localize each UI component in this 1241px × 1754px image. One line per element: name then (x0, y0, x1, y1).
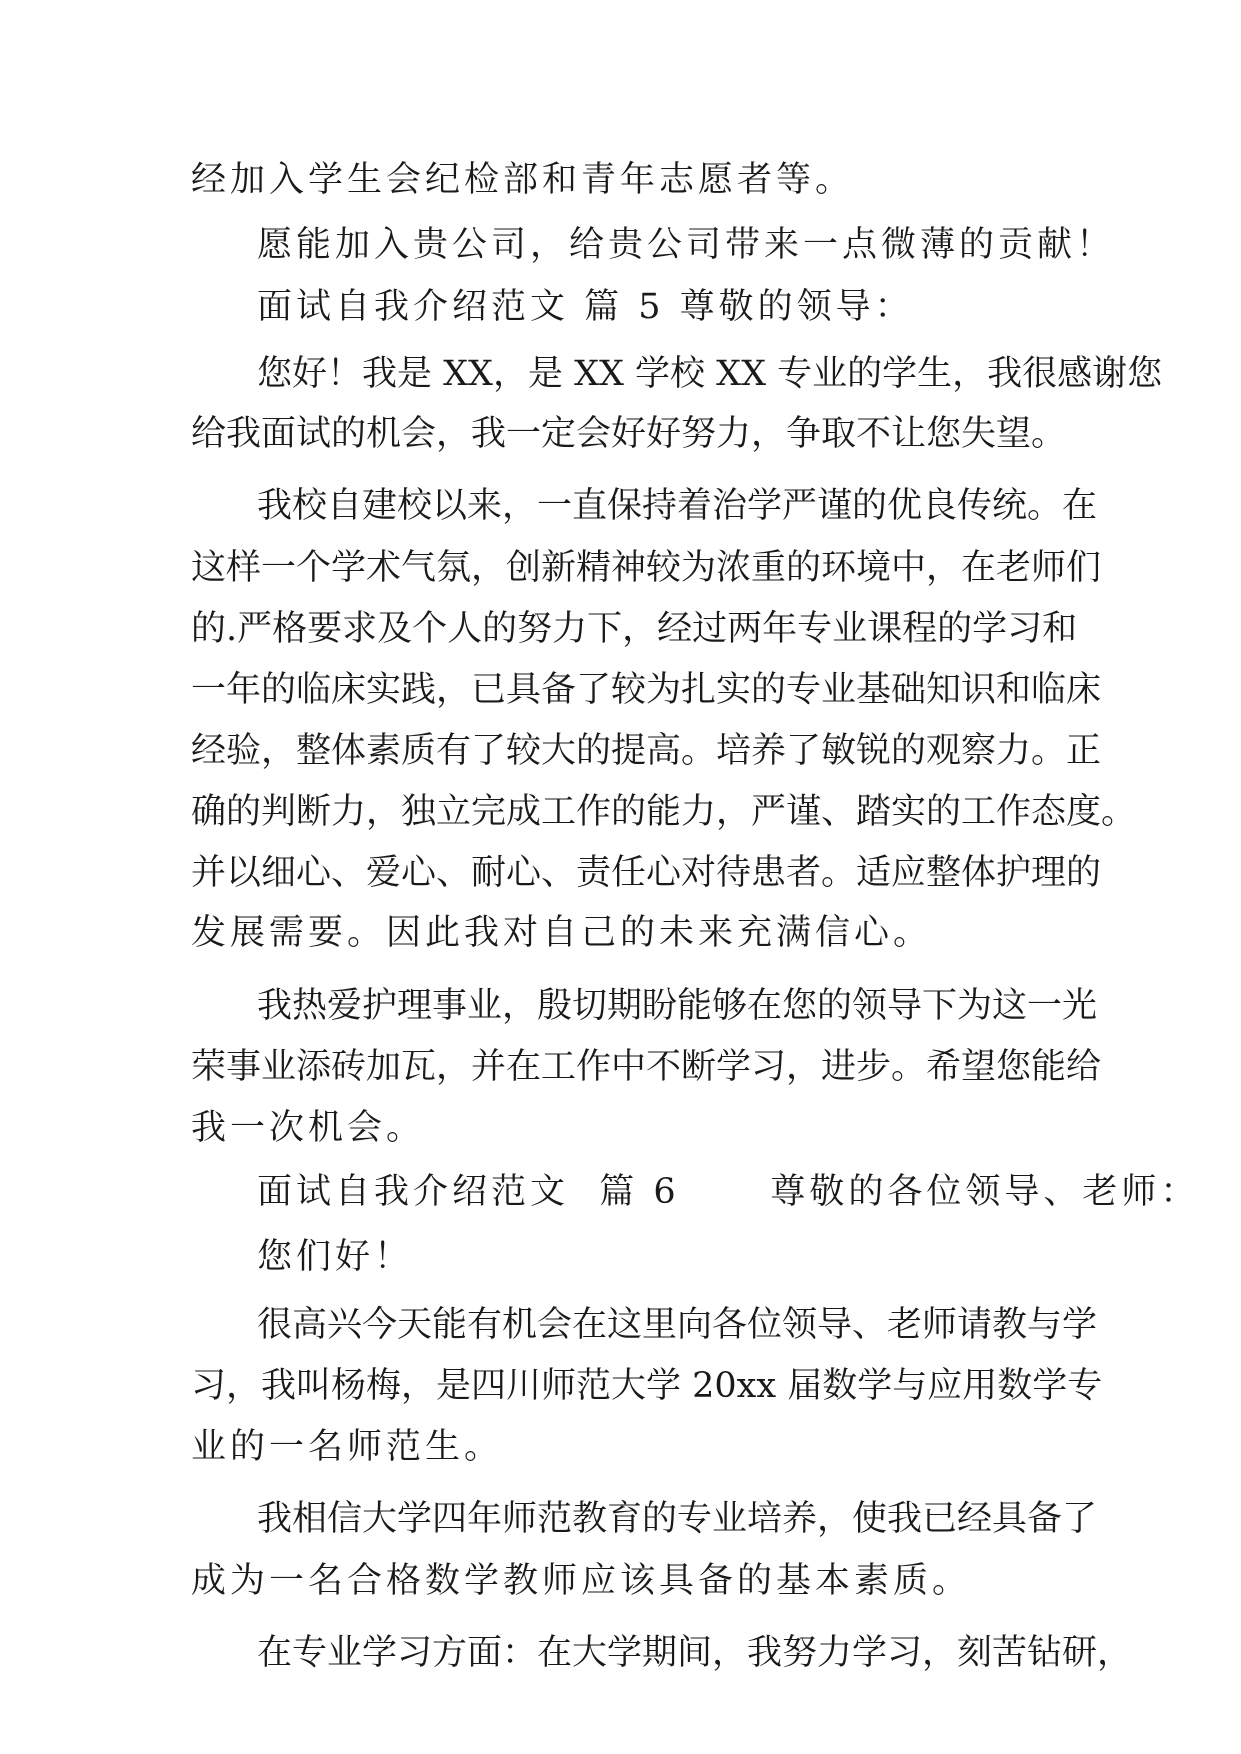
text-line: 我一次机会。 (191, 1108, 426, 1148)
text-line: 一年的临床实践，已具备了较为扎实的专业基础知识和临床 (191, 670, 1102, 710)
text-line: 成为一名合格数学教师应该具备的基本素质。 (191, 1561, 972, 1601)
text-line: 面试自我介绍范文 篇 5 尊敬的领导： (257, 287, 914, 327)
text-line: 在专业学习方面：在大学期间，我努力学习，刻苦钻研， (257, 1633, 1133, 1673)
text-line: 面试自我介绍范文 篇 6 尊敬的各位领导、老师： (257, 1172, 1200, 1212)
text-line: 给我面试的机会，我一定会好好努力，争取不让您失望。 (191, 414, 1067, 454)
text-line: 确的判断力，独立完成工作的能力，严谨、踏实的工作态度。 (191, 792, 1137, 832)
text-line: 愿能加入贵公司，给贵公司带来一点微薄的贡献！ (257, 225, 1116, 265)
text-line: 荣事业添砖加瓦，并在工作中不断学习，进步。希望您能给 (191, 1047, 1102, 1087)
text-line: 这样一个学术气氛，创新精神较为浓重的环境中，在老师们 (191, 548, 1102, 588)
text-line: 很高兴今天能有机会在这里向各位领导、老师请教与学 (257, 1305, 1098, 1345)
text-line: 的.严格要求及个人的努力下，经过两年专业课程的学习和 (191, 609, 1078, 649)
text-line: 我热爱护理事业，殷切期盼能够在您的领导下为这一光 (257, 986, 1098, 1026)
text-line: 并以细心、爱心、耐心、责任心对待患者。适应整体护理的 (191, 853, 1102, 893)
text-line: 业的一名师范生。 (191, 1427, 504, 1467)
text-line: 经加入学生会纪检部和青年志愿者等。 (191, 160, 855, 200)
text-line: 经验，整体素质有了较大的提高。培养了敏锐的观察力。正 (191, 731, 1102, 771)
text-line: 发展需要。因此我对自己的未来充满信心。 (191, 913, 933, 953)
text-line: 习，我叫杨梅，是四川师范大学 20xx 届数学与应用数学专 (191, 1366, 1103, 1406)
text-line: 我校自建校以来，一直保持着治学严谨的优良传统。在 (257, 486, 1098, 526)
text-line: 我相信大学四年师范教育的专业培养，使我已经具备了 (257, 1499, 1098, 1539)
text-line: 您好！我是 XX，是 XX 学校 XX 专业的学生，我很感谢您 (257, 354, 1163, 394)
text-line: 您们好！ (257, 1237, 414, 1277)
